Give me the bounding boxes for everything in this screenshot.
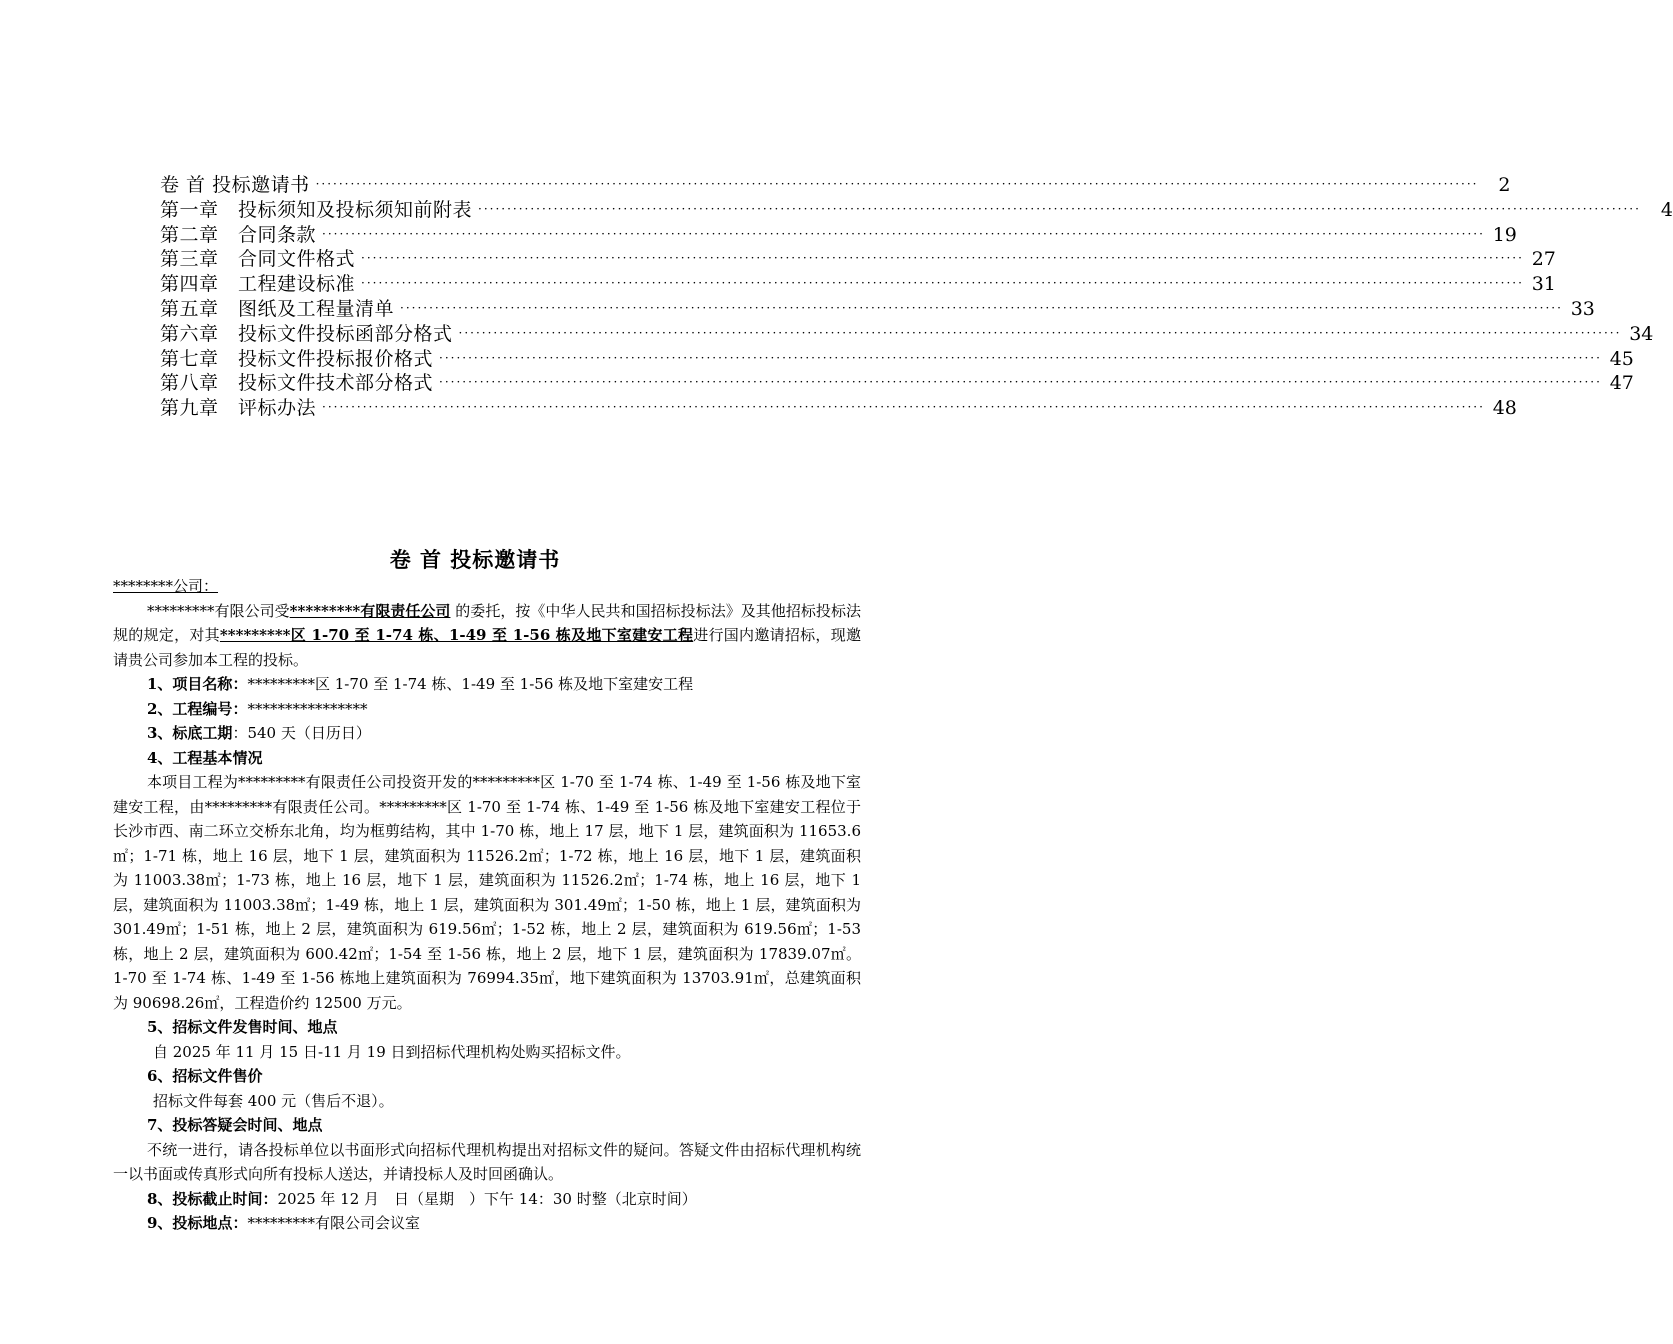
invitation-body [113,574,861,1236]
toc-label: 第二章 合同条款 [160,223,317,246]
toc-label: 第八章 投标文件技术部分格式 [160,372,434,395]
item-period [113,721,861,746]
toc-label: 第九章 评标办法 [160,397,317,420]
toc-row[interactable] [160,347,1634,372]
toc-page: 2 [1498,174,1511,196]
project-name: *********区 1-70 至 1-74 栋、1-49 至 1-56 栋及地下室建安工程 [219,626,694,644]
toc-leader: ········································································································································································································ [458,325,1622,340]
toc-row[interactable] [160,198,1673,223]
item-label: 6、招标文件售价 [147,1067,263,1085]
intro-text: 进行国内邀请招标，现邀请贵公司参加本工程的投标。 [113,626,861,669]
toc-page: 27 [1531,248,1556,271]
toc-row[interactable] [160,247,1556,272]
toc-row[interactable] [160,371,1634,396]
item-sale-heading [113,1015,861,1040]
toc-row[interactable] [160,223,1517,248]
item-label: 8、投标截止时间： [147,1189,278,1208]
intro-text: 的委托，按《中华人民共和国招标投标法》及其他招标投标法规的规定，对其 [113,601,861,644]
item-overview-heading [113,746,861,771]
toc-row[interactable] [160,396,1517,421]
item-value: *********区 1-70 至 1-74 栋、1-49 至 1-56 栋及地下室建安工程 [247,675,694,693]
item-project-code [113,697,861,722]
item-label: 9、投标地点： [147,1214,248,1232]
item-label: 3、标底工期 [147,724,233,742]
item-project-name [113,672,861,697]
recipient: ********公司： [113,577,219,595]
intro-paragraph [113,599,861,673]
document-title: 卷 首 投标邀请书 [389,547,561,572]
toc-label: 第六章 投标文件投标函部分格式 [160,322,453,345]
toc-leader: ········································································································································································································ [361,276,1524,291]
toc-page: 19 [1492,223,1517,246]
item-label: 4、工程基本情况 [147,748,263,767]
item-value: ：540 天（日历日） [232,724,371,742]
item-label: 5、招标文件发售时间、地点 [147,1018,338,1036]
toc-leader: ········································································································································································································ [315,177,1479,191]
toc-page: 31 [1531,273,1556,296]
item-value: 2025 年 12 月 日（星期 ）下午 14：30 时整（北京时间） [277,1189,697,1208]
toc-leader: ········································································································································································································ [439,375,1602,390]
toc-page: 47 [1609,372,1634,395]
intro-text: *********有限公司受 [147,601,290,620]
toc-label: 第四章 工程建设标准 [160,273,356,296]
item-value: *********有限公司会议室 [247,1214,420,1232]
toc-page: 34 [1629,322,1654,345]
toc-page: 4 [1660,198,1673,221]
toc-row[interactable] [160,297,1595,322]
toc-leader: ········································································································································································································ [439,350,1602,365]
item-label: 2、工程编号： [147,699,248,718]
toc-page: 33 [1570,297,1595,320]
price-paragraph: 招标文件每套 400 元（售后不退）。 [153,1091,394,1110]
toc-leader: ········································································································································································································ [478,201,1641,216]
toc-label: 第三章 合同文件格式 [160,248,356,271]
toc-page: 48 [1492,397,1517,420]
toc-label: 第一章 投标须知及投标须知前附表 [160,198,473,221]
item-label: 1、项目名称： [147,675,248,693]
item-deadline [113,1187,861,1212]
toc-leader: ········································································································································································································ [361,251,1524,266]
recipient-line [113,574,861,599]
sale-paragraph: 自 2025 年 11 月 15 日-11 月 19 日到招标代理机构处购买招标文件。 [153,1042,631,1061]
table-of-contents [160,173,1673,421]
overview-paragraph: 本项目工程为*********有限责任公司投资开发的*********区 1-70 至 1-74 栋、1-49 至 1-56 栋及地下室建安工程，由*********有限责任公司。*********区 1-70 至 1-74 栋、1-49 至 1-56 栋及地下室建安工程位于长沙市西、南二环立交桥东北角，均为框剪结构，其中 1-70 栋，地上 17 层，地下 1 层，建筑面积为 11653.6㎡；1-71 栋，地上 16 层，地下 1 层，建筑面积为 11526.2㎡；1-72 栋，地上 16 层，地下 1 层，建筑面积为 11003.38㎡；1-73 栋，地上 16 层，地下 1 层，建筑面积为 11526.2㎡；1-74 栋，地上 16 层，地下 1 层，建筑面积为 11003.38㎡；1-49 栋，地上 1 层，建筑面积为 301.49㎡；1-50 栋，地上 1 层，建筑面积为 301.49㎡；1-51 栋，地上 2 层，建筑面积为 619.56㎡；1-52 栋，地上 2 层，建筑面积为 619.56㎡；1-53 栋，地上 2 层，建筑面积为 600.42㎡；1-54 至 1-56 栋，地上 2 层，地下 1 层，建筑面积为 17839.07㎡。1-70 至 1-74 栋、1-49 至 1-56 栋地上建筑面积为 76994.35㎡，地下建筑面积为 13703.91㎡，总建筑面积为 90698.26㎡，工程造价约 12500 万元。 [113,773,861,1012]
toc-row[interactable] [160,322,1654,347]
toc-label: 卷 首 投标邀请书 [160,174,310,196]
item-price-heading [113,1064,861,1089]
item-value: **************** [247,699,368,718]
item-qa-heading [113,1113,861,1138]
toc-leader: ········································································································································································································ [322,226,1485,241]
qa-paragraph: 不统一进行，请各投标单位以书面形式向招标代理机构提出对招标文件的疑问。答疑文件由招标代理机构统一以书面或传真形式向所有投标人送达，并请投标人及时回函确认。 [113,1140,861,1183]
toc-row[interactable] [160,272,1556,297]
toc-label: 第七章 投标文件投标报价格式 [160,347,434,370]
toc-leader: ········································································································································································································ [400,300,1563,315]
toc-row[interactable] [160,173,1511,198]
toc-leader: ········································································································································································································ [322,400,1485,415]
toc-page: 45 [1609,347,1634,370]
item-label: 7、投标答疑会时间、地点 [147,1116,323,1134]
entrustor-name: *********有限责任公司 [289,601,451,620]
item-place [113,1211,861,1236]
toc-label: 第五章 图纸及工程量清单 [160,297,395,320]
